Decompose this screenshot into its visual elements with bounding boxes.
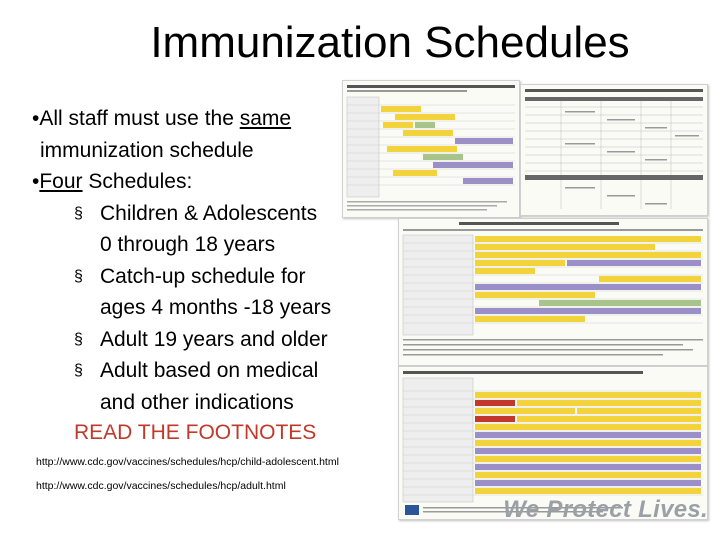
sub-item-adult: § Adult 19 years and older bbox=[32, 324, 362, 356]
sub-item-children: § Children & Adolescents bbox=[32, 198, 362, 230]
link-child-schedule[interactable]: http://www.cdc.gov/vaccines/schedules/hcp/child-adolescent.html bbox=[36, 456, 339, 468]
slogan-text: We Protect Lives. bbox=[503, 496, 708, 523]
link-adult-schedule[interactable]: http://www.cdc.gov/vaccines/schedules/hcp/adult.html bbox=[36, 480, 286, 492]
bullet-list bbox=[32, 103, 362, 418]
sub-item-catchup: § Catch-up schedule for bbox=[32, 261, 362, 293]
bullet-same-schedule-cont: immunization schedule bbox=[40, 138, 254, 162]
slide-title: Immunization Schedules bbox=[150, 18, 630, 67]
sub-item-adult-medical: § Adult based on medical bbox=[32, 355, 362, 387]
sub-item-catchup-cont: ages 4 months -18 years bbox=[100, 296, 332, 319]
schedule-thumbnail-child bbox=[342, 80, 520, 218]
section-marker-icon: § bbox=[74, 267, 83, 285]
section-marker-icon: § bbox=[74, 330, 83, 348]
schedule-thumbnail-catchup bbox=[520, 84, 708, 216]
footnote-callout: READ THE FOOTNOTES bbox=[74, 421, 317, 444]
section-marker-icon: § bbox=[74, 204, 83, 222]
sub-item-children-cont: 0 through 18 years bbox=[100, 233, 276, 256]
bullet-four-schedules: •Four Schedules: bbox=[32, 170, 193, 193]
sub-item-adult-medical-cont: and other indications bbox=[100, 390, 294, 414]
bullet-same-schedule: •All staff must use the same bbox=[32, 107, 292, 130]
section-marker-icon: § bbox=[74, 362, 83, 379]
schedule-thumbnail-adult bbox=[398, 218, 708, 366]
